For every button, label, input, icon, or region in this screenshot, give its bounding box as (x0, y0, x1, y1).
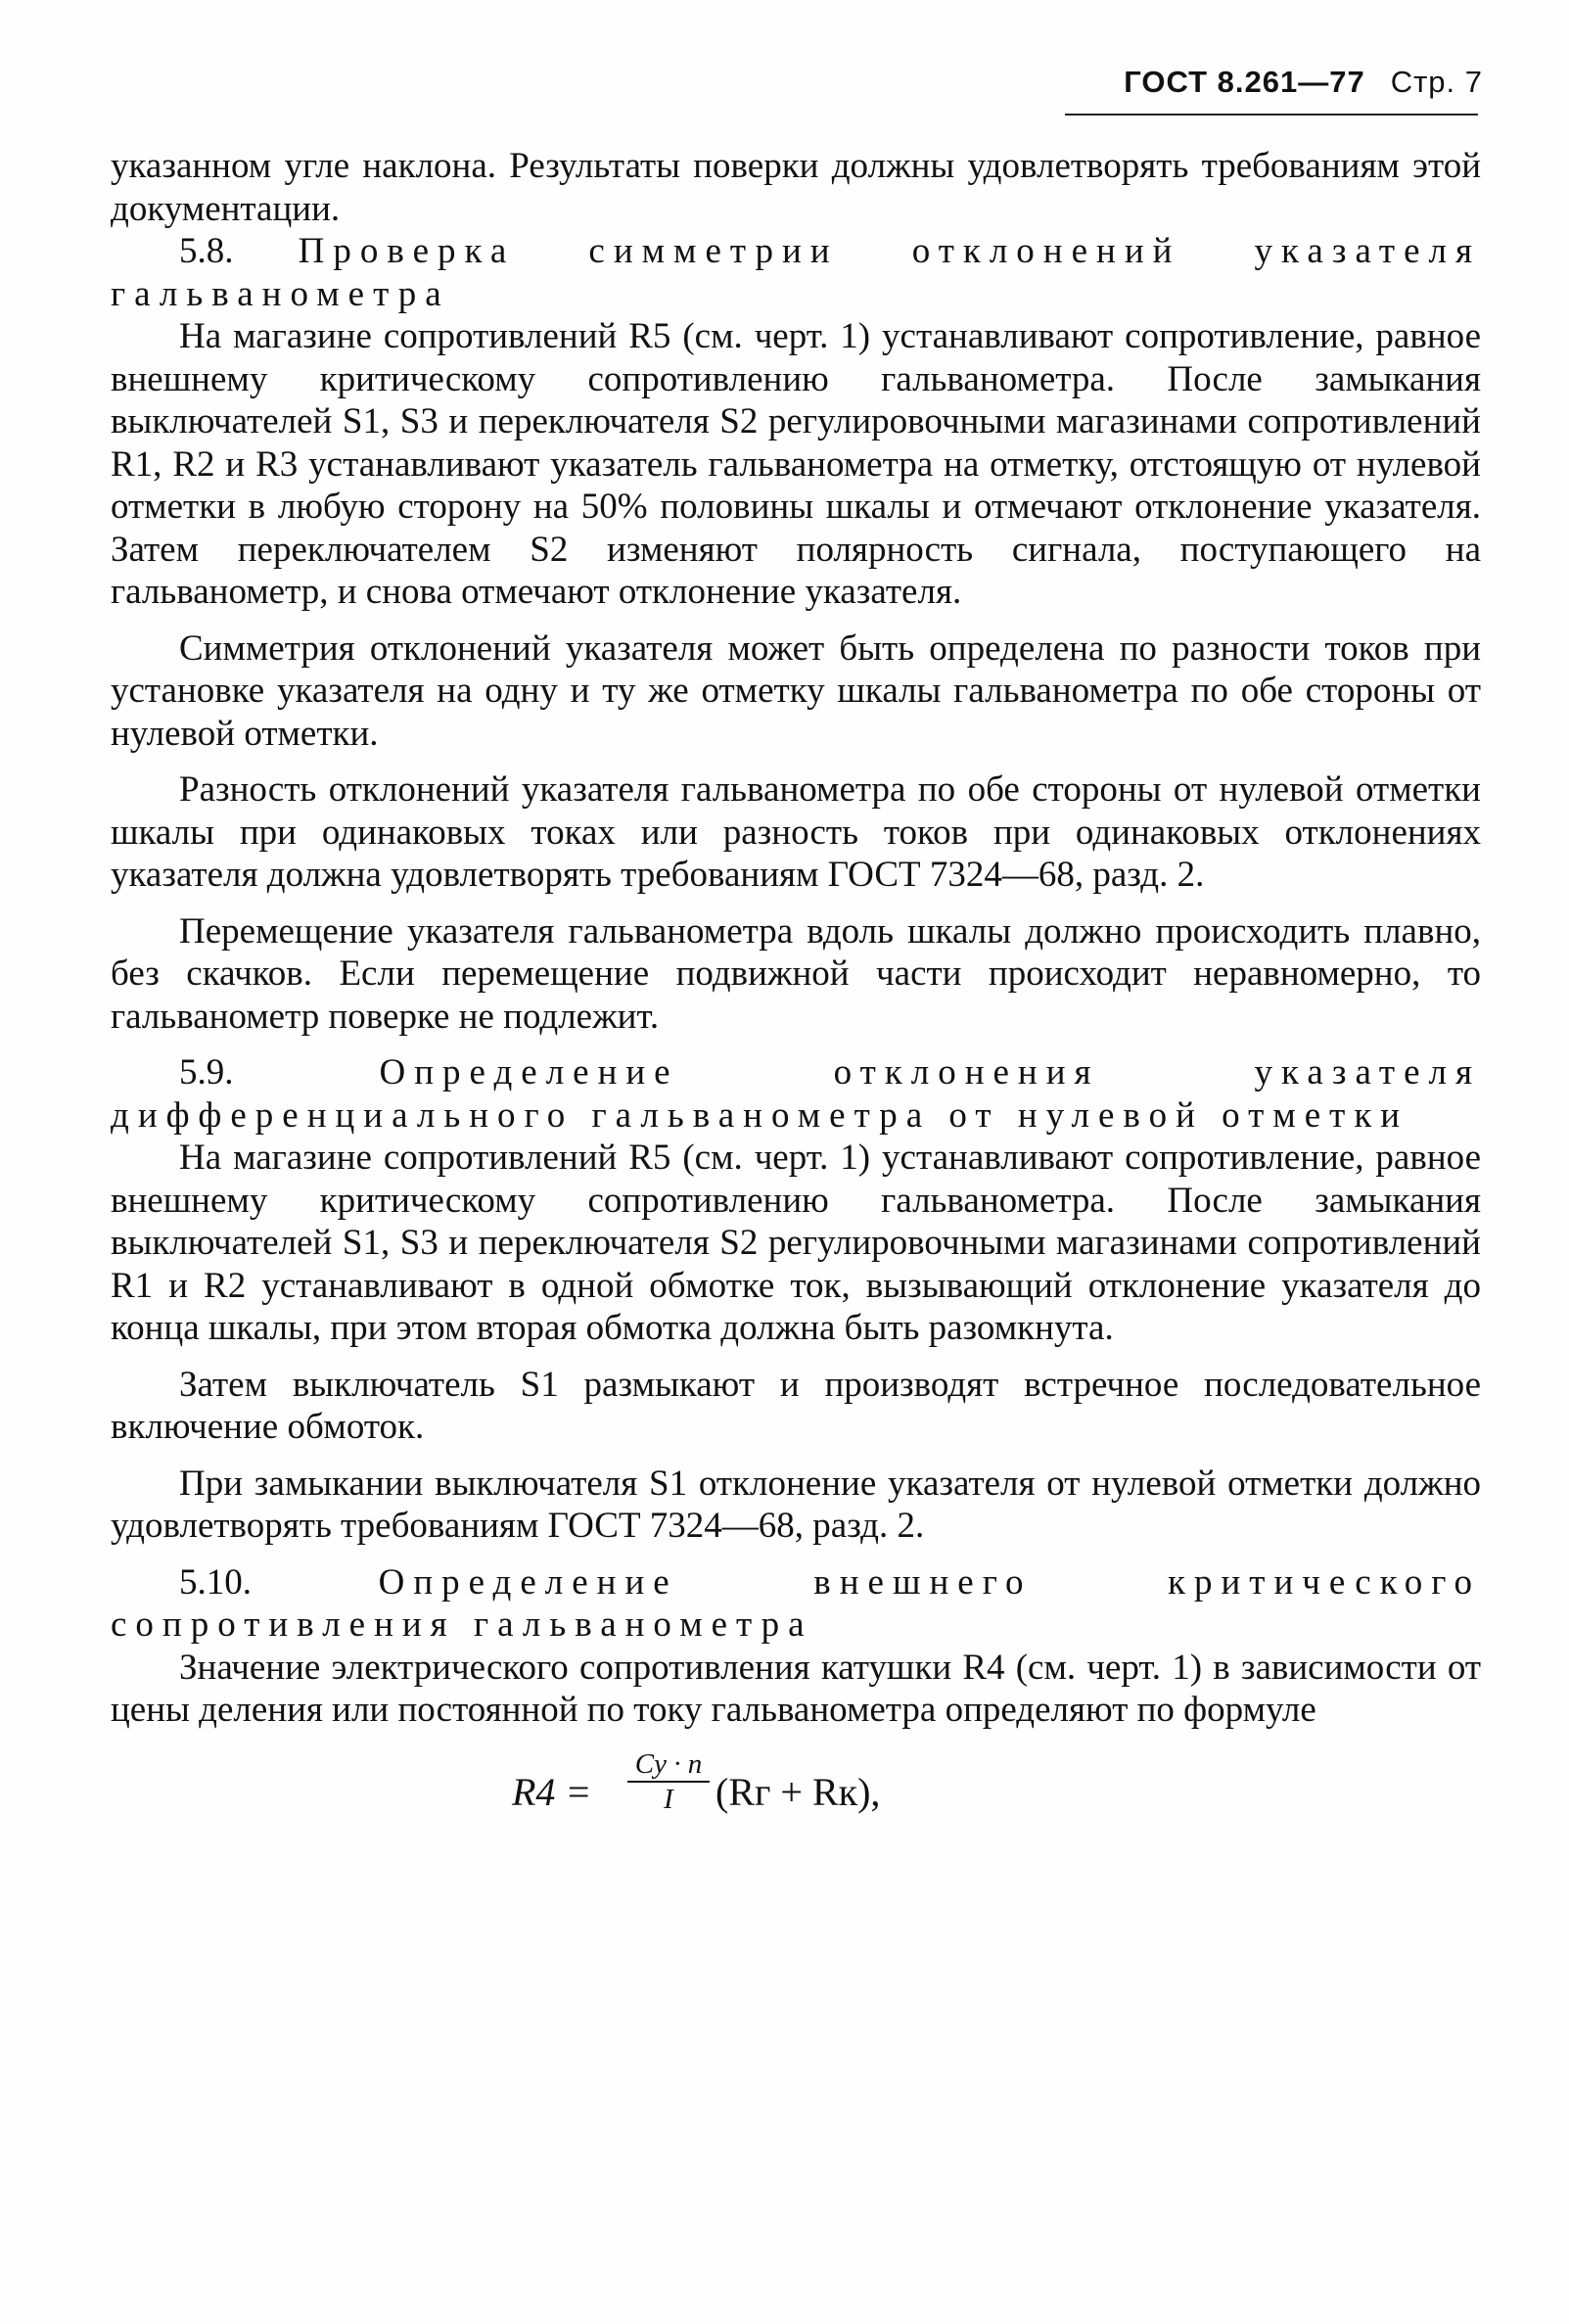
paragraph-movement: Перемещение указателя гальванометра вдоль шкалы должно происходить плавно, без скачков. Если перемещение подвижной части происходит неравномерно, то гальванометр поверке не подлежит. (111, 910, 1481, 1037)
page-header (1052, 65, 1483, 100)
paragraph-difference: Разность отклонений указателя гальванометра по обе стороны от нулевой отметки шкалы при одинаковых токах или разность токов при одинаковых отклонениях указателя должна удовлетворять требованиям ГОСТ 7324—68, разд. 2. (111, 769, 1481, 895)
paragraph-continuation: указанном угле наклона. Результаты поверки должны удовлетворять требованиям этой документации. (111, 146, 1481, 229)
document-code: ГОСТ 8.261—77 (1124, 65, 1365, 99)
formula-lhs: R4 = (512, 1769, 592, 1814)
formula-numerator: Cy · n (627, 1747, 710, 1783)
document-body (111, 145, 1481, 1841)
paragraph-closing: При замыкании выключателя S1 отклонение указателя от нулевой отметки должно удовлетворять требованиям ГОСТ 7324—68, разд. 2. (111, 1463, 1481, 1546)
section-5-9-text: На магазине сопротивлений R5 (см. черт. 1) устанавливают сопротивление, равное внешнему критическому сопротивлению гальванометра. После замыкания выключателей S1, S3 и переключателя S2 регулировочными магазинами сопротивлений R1 и R2 устанавливают в одной обмотке ток, вызывающий отклонение указателя до конца шкалы, при этом вторая обмотка должна быть разомкнута. (111, 1138, 1481, 1348)
page-number: Стр. 7 (1390, 65, 1483, 99)
formula-rhs: (Rг + Rк), (715, 1769, 881, 1814)
section-number: 5.9. (179, 1052, 234, 1092)
section-number: 5.8. (179, 231, 234, 271)
section-title: Проверка симметрии отклонений указателя гальванометра (111, 231, 1482, 314)
formula-denominator: I (664, 1783, 673, 1815)
section-5-10-text: Значение электрического сопротивления катушки R4 (см. черт. 1) в зависимости от цены деления или постоянной по току гальванометра определяют по формуле (111, 1647, 1481, 1730)
section-number: 5.10. (179, 1561, 252, 1603)
section-5-8-heading (111, 230, 1481, 315)
section-title: Определение отклонения указателя дифференциального гальванометра от нулевой отметки (111, 1052, 1482, 1136)
header-rule (1065, 114, 1478, 116)
paragraph-symmetry: Симметрия отклонений указателя может быть определена по разности токов при установке указателя на одну и ту же отметку шкалы гальванометра по обе стороны от нулевой отметки. (111, 627, 1481, 754)
section-title: Определение внешнего критического сопротивления гальванометра (111, 1561, 1482, 1645)
section-5-10-heading (111, 1561, 1481, 1647)
formula-fraction (627, 1747, 710, 1816)
section-5-8-text: На магазине сопротивлений R5 (см. черт. 1) устанавливают сопротивление, равное внешнему критическому сопротивлению гальванометра. После замыкания выключателей S1, S3 и переключателя S2 регулировочными магазинами сопротивлений R1, R2 и R3 устанавливают указатель гальванометра на отметку, отстоящую от нулевой отметки в любую сторону на 50% половины шкалы и отмечают отклонение указателя. Затем переключателем S2 изменяют полярность сигнала, поступающего на гальванометр, и снова отмечают отклонение указателя. (111, 316, 1481, 612)
formula-r4 (512, 1747, 1481, 1841)
paragraph-switch-off: Затем выключатель S1 размыкают и производят встречное последовательное включение обмоток. (111, 1364, 1481, 1447)
section-5-9-heading (111, 1051, 1481, 1137)
